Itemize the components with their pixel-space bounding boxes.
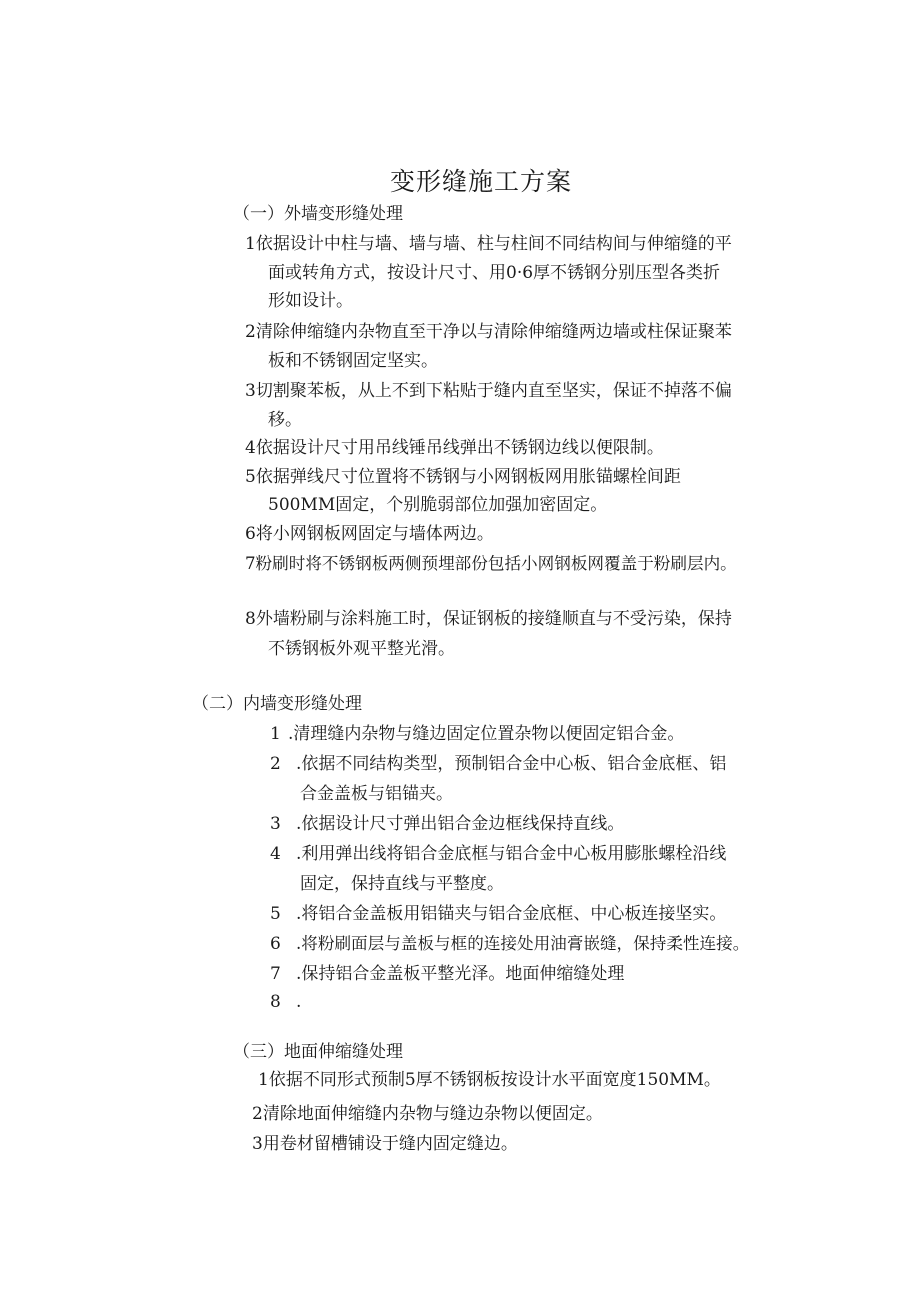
section-3-heading: （三）地面伸缩缝处理 xyxy=(233,1042,403,1062)
s2-item-4-cont: 固定，保持直线与平整度。 xyxy=(300,874,504,894)
section-2-heading: （二）内墙变形缝处理 xyxy=(192,694,362,714)
s1-item-3-line-2: 移。 xyxy=(268,410,302,430)
s2-item-2-text: .依据不同结构类型，预制铝合金中心板、铝合金底框、铝 xyxy=(296,754,727,774)
s2-item-8-num: 8 xyxy=(270,992,281,1012)
s1-item-1-line-3: 形如设计。 xyxy=(268,291,353,311)
s1-item-7: 7粉刷时将不锈钢板两侧预埋部份包括小网钢板网覆盖于粉刷层内。 xyxy=(245,554,737,573)
s2-item-1-num: 1 xyxy=(270,724,281,744)
s2-item-5-num: 5 xyxy=(270,904,281,924)
s2-item-2-cont: 合金盖板与铝锚夹。 xyxy=(300,784,453,804)
s2-item-7-num: 7 xyxy=(270,964,281,984)
s2-item-4-num: 4 xyxy=(270,844,281,864)
s1-item-8-line-1: 8外墙粉刷与涂料施工时，保证钢板的接缝顺直与不受污染，保持 xyxy=(245,609,732,629)
s1-item-5-line-1: 5依据弹线尺寸位置将不锈钢与小网钢板网用胀锚螺栓间距 xyxy=(245,467,681,487)
s1-item-4: 4依据设计尺寸用吊线锤吊线弹出不锈钢边线以便限制。 xyxy=(245,438,664,458)
s1-item-8-line-2: 不锈钢板外观平整光滑。 xyxy=(268,639,455,659)
s1-item-2-line-2: 板和不锈钢固定坚实。 xyxy=(268,351,438,371)
s3-item-1: 1依据不同形式预制5厚不锈钢板按设计水平面宽度150MM。 xyxy=(258,1070,721,1090)
s3-item-3: 3用卷材留槽铺设于缝内固定缝边。 xyxy=(252,1134,518,1154)
s2-item-6-num: 6 xyxy=(270,934,281,954)
s2-item-5-text: .将铝合金盖板用铝锚夹与铝合金底框、中心板连接坚实。 xyxy=(296,904,727,924)
document-title: 变形缝施工方案 xyxy=(390,167,573,196)
s2-item-1-text: .清理缝内杂物与缝边固定位置杂物以便固定铝合金。 xyxy=(288,724,685,744)
s2-item-3-text: .依据设计尺寸弹出铝合金边框线保持直线。 xyxy=(296,814,625,834)
s2-item-3-num: 3 xyxy=(270,814,281,834)
s1-item-5-line-2: 500MM固定，个别脆弱部位加强加密固定。 xyxy=(268,495,608,515)
s1-item-3-line-1: 3切割聚苯板，从上不到下粘贴于缝内直至坚实，保证不掉落不偏 xyxy=(245,381,732,401)
s2-item-8-text: . xyxy=(296,992,302,1012)
s1-item-1-line-1: 1依据设计中柱与墙、墙与墙、柱与柱间不同结构间与伸缩缝的平 xyxy=(245,234,732,254)
s2-item-4-text: .利用弹出线将铝合金底框与铝合金中心板用膨胀螺栓沿线 xyxy=(296,844,727,864)
s1-item-6: 6将小网钢板网固定与墙体两边。 xyxy=(245,524,494,544)
s1-item-2-line-1: 2清除伸缩缝内杂物直至干净以与清除伸缩缝两边墙或柱保证聚苯 xyxy=(245,322,732,342)
s3-item-2: 2清除地面伸缩缝内杂物与缝边杂物以便固定。 xyxy=(252,1104,603,1124)
section-1-heading: （一）外墙变形缝处理 xyxy=(233,204,403,224)
s2-item-7-text: .保持铝合金盖板平整光泽。地面伸缩缝处理 xyxy=(296,964,625,984)
s2-item-2-num: 2 xyxy=(270,754,281,774)
s2-item-6-text: .将粉刷面层与盖板与框的连接处用油膏嵌缝，保持柔性连接。 xyxy=(296,934,750,953)
s1-item-1-line-2: 面或转角方式，按设计尺寸、用0·6厚不锈钢分别压型各类折 xyxy=(268,263,721,283)
